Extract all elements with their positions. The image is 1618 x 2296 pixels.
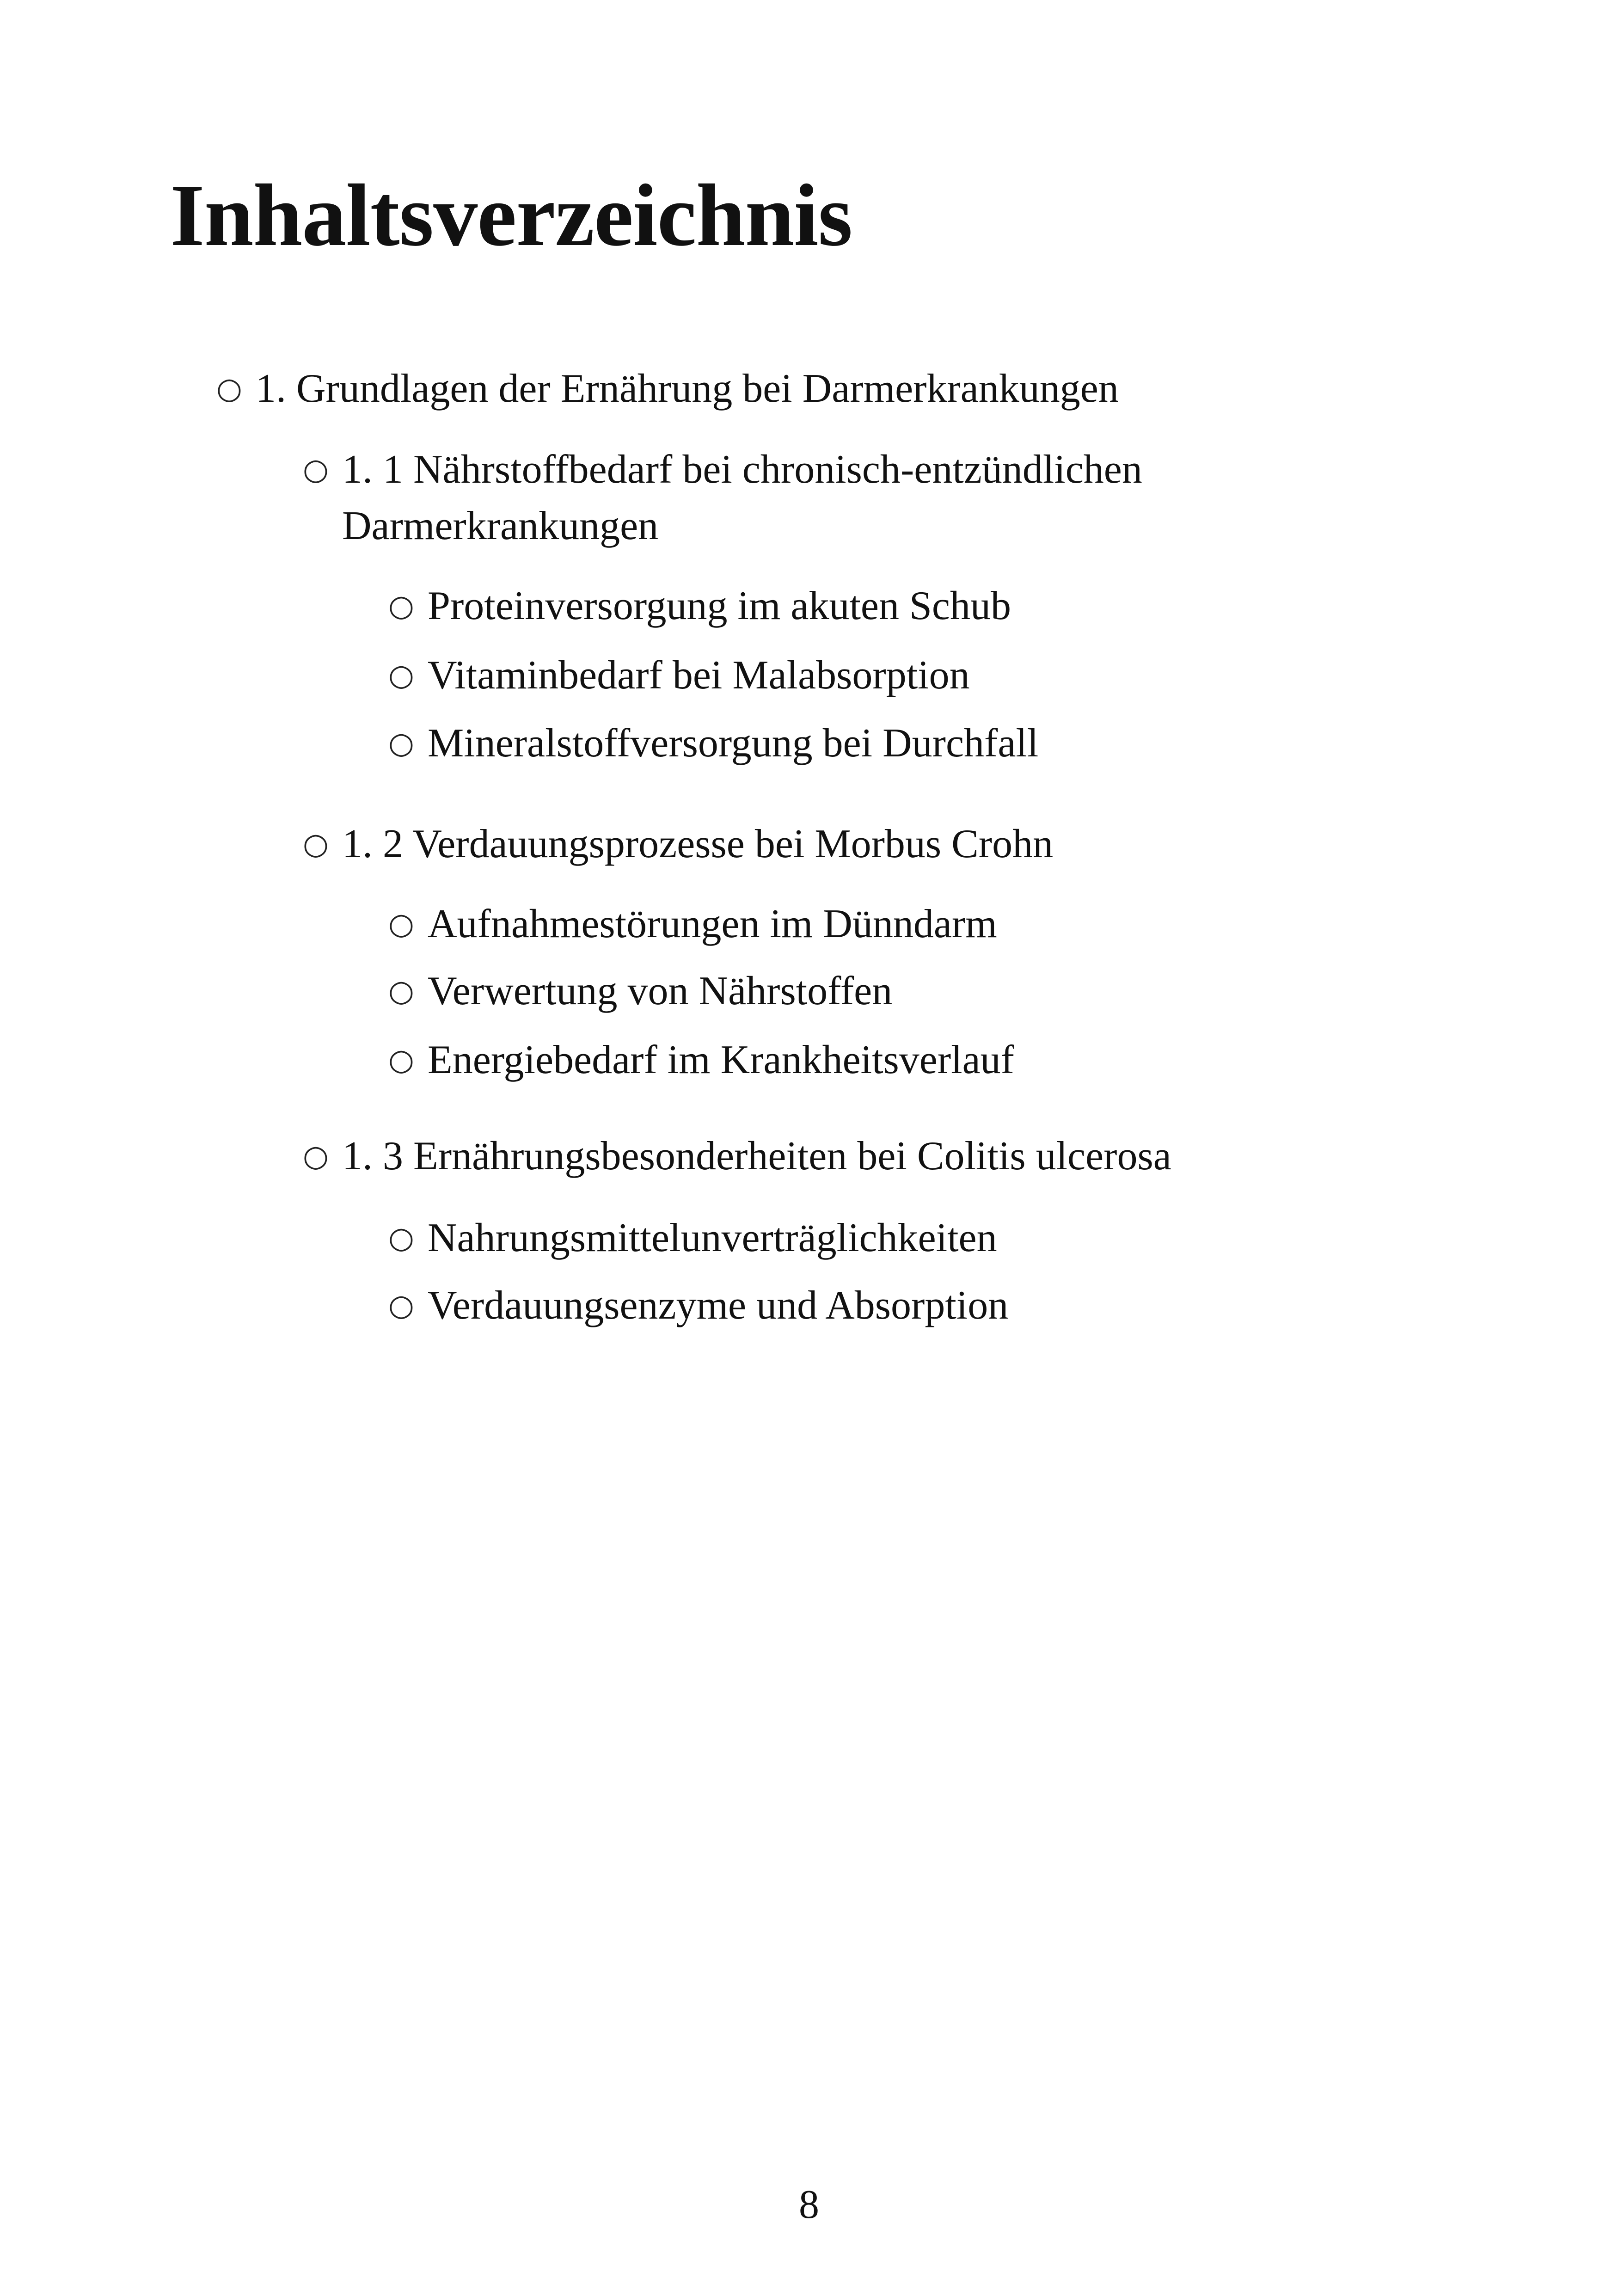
toc-entry-chapter-1[interactable]: [216, 361, 1465, 417]
toc-entry-label: Mineralstoffversorgung bei Durchfall: [428, 721, 1039, 766]
toc-entry-section-1-1[interactable]: [303, 442, 1343, 554]
toc-entry-subsection[interactable]: [388, 1210, 1498, 1266]
toc-entry-subsection[interactable]: [388, 896, 1498, 952]
circle-bullet-icon: ○: [303, 827, 329, 861]
circle-bullet-icon: ○: [303, 1139, 329, 1173]
toc-entry-label: Vitaminbedarf bei Malabsorption: [428, 653, 970, 698]
circle-bullet-icon: ○: [388, 974, 414, 1008]
toc-entry-label: Energiebedarf im Krankheitsverlauf: [428, 1037, 1014, 1082]
toc-entry-subsection[interactable]: [388, 715, 1498, 772]
circle-bullet-icon: ○: [216, 372, 242, 406]
toc-entry-subsection[interactable]: [388, 647, 1498, 704]
toc-entry-label: Proteinversorgung im akuten Schub: [428, 583, 1011, 628]
toc-entry-subsection[interactable]: [388, 578, 1498, 634]
toc-entry-label: Verwertung von Nährstoffen: [428, 969, 893, 1013]
circle-bullet-icon: ○: [388, 1289, 414, 1323]
toc-entry-subsection[interactable]: [388, 1277, 1498, 1334]
circle-bullet-icon: ○: [388, 1043, 414, 1077]
page-title: Inhaltsverzeichnis: [170, 166, 852, 264]
page-number: 8: [799, 2182, 819, 2227]
toc-entry-label: 1. 1 Nährstoffbedarf bei chronisch-entzündlichen Darmerkrankungen: [342, 447, 1142, 548]
circle-bullet-icon: ○: [388, 1221, 414, 1255]
circle-bullet-icon: ○: [388, 726, 414, 761]
toc-entry-section-1-3[interactable]: [303, 1128, 1551, 1185]
circle-bullet-icon: ○: [388, 589, 414, 623]
toc-entry-label: 1. Grundlagen der Ernährung bei Darmerkrankungen: [256, 366, 1119, 411]
toc-entry-label: 1. 3 Ernährungsbesonderheiten bei Colitis ulcerosa: [342, 1134, 1171, 1179]
circle-bullet-icon: ○: [388, 658, 414, 693]
toc-entry-label: 1. 2 Verdauungsprozesse bei Morbus Crohn: [342, 822, 1054, 866]
toc-entry-subsection[interactable]: [388, 1032, 1498, 1088]
toc-entry-label: Verdauungsenzyme und Absorption: [428, 1283, 1009, 1328]
toc-entry-subsection[interactable]: [388, 963, 1498, 1019]
toc-entry-section-1-2[interactable]: [303, 816, 1505, 872]
toc-entry-label: Nahrungsmittelunverträglichkeiten: [428, 1216, 997, 1260]
circle-bullet-icon: ○: [303, 453, 329, 487]
circle-bullet-icon: ○: [388, 907, 414, 941]
toc-entry-label: Aufnahmestörungen im Dünndarm: [428, 902, 997, 946]
